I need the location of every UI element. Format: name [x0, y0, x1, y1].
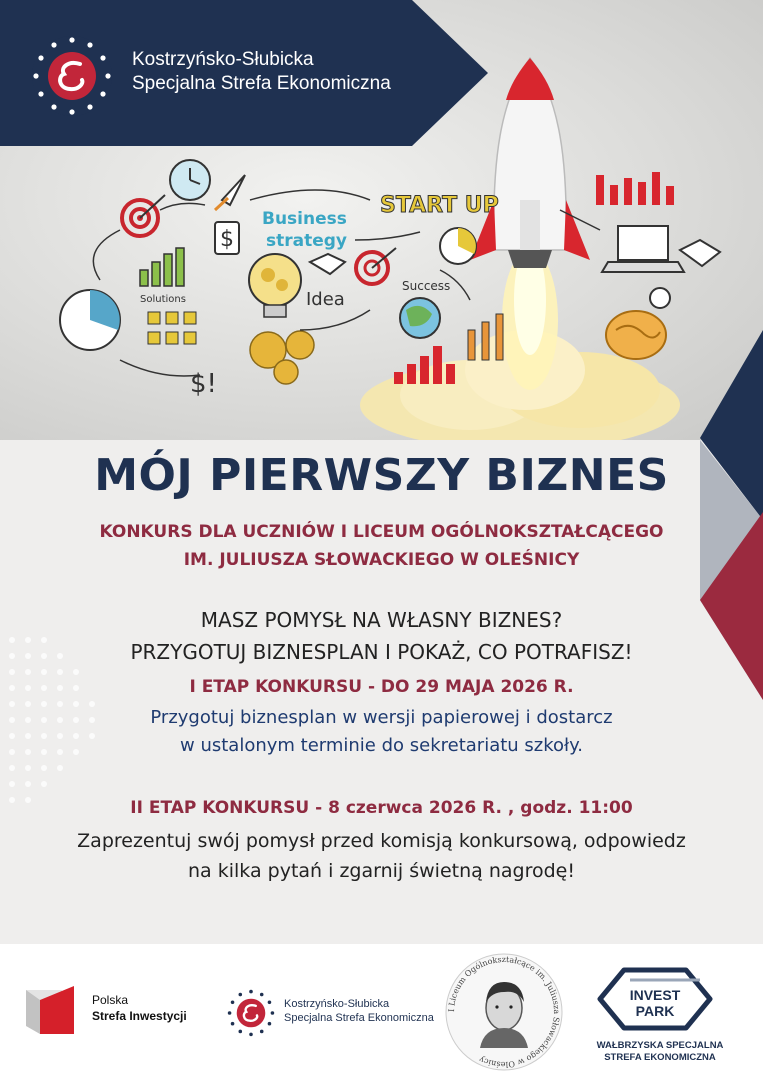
stage2-description	[0, 826, 763, 886]
pfr-line1: Polska	[92, 993, 129, 1007]
stage2-line1: Zaprezentuj swój pomysł przed komisją konkursową, odpowiedz	[77, 830, 686, 852]
main-title: MÓJ PIERWSZY BIZNES	[94, 450, 669, 501]
doodle-solutions: Solutions	[140, 294, 186, 305]
pitch-line1: MASZ POMYSŁ NA WŁASNY BIZNES?	[200, 608, 563, 632]
dollar-icon	[215, 222, 239, 254]
ksse-footer-line2: Specjalna Strefa Ekonomiczna	[284, 1012, 434, 1024]
handshake-right-icon	[680, 240, 720, 266]
doodle-idea: Idea	[306, 289, 345, 310]
pie-chart-icon	[440, 228, 476, 264]
stage1-line2: w ustalonym terminie do sekretariatu szkoły.	[180, 735, 583, 756]
pitch-text	[0, 604, 763, 668]
handshake-icon	[310, 254, 345, 274]
invest-logo-word1: INVEST	[629, 987, 681, 1003]
pfr-line2: Strefa Inwestycji	[92, 1009, 187, 1023]
school-seal	[444, 952, 564, 1072]
pitch-line2: PRZYGOTUJ BIZNESPLAN I POKAŻ, CO POTRAFISZ!	[130, 640, 633, 664]
globe-icon	[400, 298, 440, 338]
doodle-business: Business	[262, 209, 347, 229]
ksse-footer-name	[284, 997, 434, 1025]
subtitle-line2: IM. JULIUSZA SŁOWACKIEGO W OLEŚNICY	[183, 550, 580, 570]
header-org-name	[132, 48, 391, 96]
ksse-logo	[30, 34, 114, 118]
red-bar-chart-top-icon	[596, 172, 674, 205]
ksse-footer-line1: Kostrzyńsko-Słubicka	[284, 998, 390, 1010]
header-org-line1: Kostrzyńsko-Słubicka	[132, 49, 314, 70]
stage2-title: II ETAP KONKURSU - 8 czerwca 2026 R. , godz. 11:00	[130, 798, 633, 818]
pfr-name	[92, 992, 187, 1024]
big-pie-chart-icon	[60, 290, 120, 350]
orange-arrows-icon	[468, 314, 503, 360]
subtitle	[0, 518, 763, 574]
stage2-line2: na kilka pytań i zgarnij świetną nagrodę!	[188, 860, 575, 882]
doodle-strategy: strategy	[266, 231, 348, 251]
brain-icon	[606, 311, 666, 359]
small-rocket-icon	[215, 175, 245, 210]
clock-icon	[170, 160, 210, 200]
doodle-startup: START UP	[380, 193, 499, 218]
target-icon	[122, 195, 165, 236]
stage1-description	[0, 704, 763, 760]
invest-line1: WAŁBRZYSKA SPECJALNA	[596, 1040, 724, 1051]
svg-text:$: $	[220, 227, 234, 252]
lightbulb-icon	[249, 254, 301, 317]
header-org-line2: Specjalna Strefa Ekonomiczna	[132, 73, 391, 94]
footer-logos	[0, 944, 763, 1080]
target-mid-icon	[356, 248, 396, 284]
invest-line2: STREFA EKONOMICZNA	[604, 1052, 716, 1063]
subtitle-line1: KONKURS DLA UCZNIÓW I LICEUM OGÓLNOKSZTAŁCĄCEGO	[99, 522, 664, 542]
pfr-logo	[24, 982, 80, 1038]
ksse-small-logo	[226, 988, 276, 1038]
bar-chart-small-icon	[140, 248, 184, 286]
stage1-line1: Przygotuj biznesplan w wersji papierowej i dostarcz	[150, 707, 613, 728]
gears-icon	[250, 331, 314, 384]
invest-park-name	[590, 1040, 730, 1064]
small-bulb-icon	[650, 288, 670, 308]
laptop-icon	[602, 226, 684, 272]
dollar-exclaim-icon: $!	[190, 369, 217, 399]
locks-icon	[148, 312, 196, 344]
invest-park-logo	[590, 962, 720, 1036]
doodle-success: Success	[402, 279, 451, 293]
invest-logo-word2: PARK	[635, 1003, 675, 1019]
school-seal-text: I Liceum Ogólnokształcące im. Juliusza Słowackiego w Oleśnicy	[446, 954, 562, 1070]
stage1-title: I ETAP KONKURSU - DO 29 MAJA 2026 R.	[189, 677, 574, 697]
